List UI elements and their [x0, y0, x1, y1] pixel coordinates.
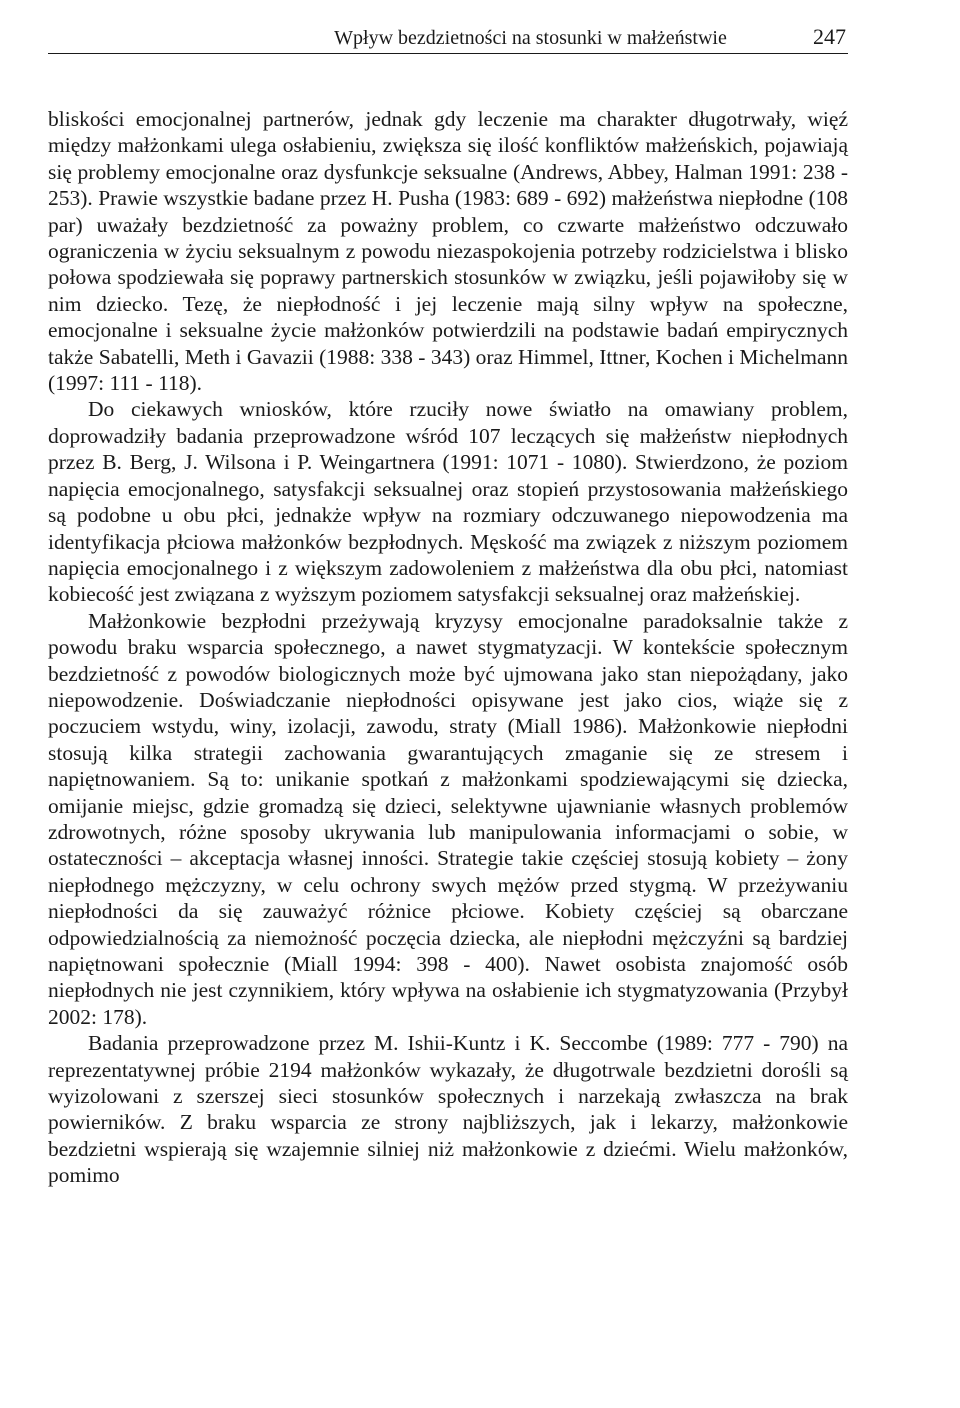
page-number: 247 [813, 24, 846, 49]
paragraph-continued: bliskości emocjonalnej partnerów, jednak gdy leczenie ma charakter długotrwały, więź między małżonkami ulega osłabieniu, zwiększa się ilość konfliktów małżeńskich, pojawiają się problemy emocjonalne oraz dysfunkcje seksualne (Andrews, Abbey, Halman 1991: 238 - 253). Prawie wszystkie badane przez H. Pusha (1983: 689 - 692) małżeństwa niepłodne (108 par) uważały bezdzietność za poważny problem, co czwarte małżeństwo odczuwało ograniczenia w życiu seksualnym z powodu niezaspokojenia potrzeby rodzicielstwa i blisko połowa spodziewała się poprawy partnerskich stosunków w związku, jeśli pojawiłoby się w nim dziecko. Tezę, że niepłodność i jej leczenie mają silny wpływ na społeczne, emocjonalne i seksualne życie małżonków potwierdzili na podstawie badań empirycznych także Sabatelli, Meth i Gavazii (1988: 338 - 343) oraz Himmel, Ittner, Kochen i Michelmann (1997: 111 - 118). [48, 107, 848, 396]
running-head [48, 22, 848, 54]
paragraph: Badania przeprowadzone przez M. Ishii-Kuntz i K. Seccombe (1989: 777 - 790) na reprezentatywnej próbie 2194 małżonków wykazały, że długotrwale bezdzietni dorośli są wyizolowani z szerszej sieci stosunków społecznych i narzekają zwłaszcza na brak powierników. Z braku wsparcia ze strony najbliższych, jak i lekarzy, małżonkowie bezdzietni wspierają się wzajemnie silniej niż małżonkowie z dziećmi. Wielu małżonków, pomimo [48, 1031, 848, 1188]
body-text [48, 106, 848, 1189]
paragraph: Małżonkowie bezpłodni przeżywają kryzysy emocjonalne paradoksalnie także z powodu braku wsparcia społecznego, a nawet stygmatyzacji. W kontekście społecznym bezdzietność z powodów biologicznych może być ujmowana jako stan niepożądany, jako niepowodzenie. Doświadczanie niepłodności opisywane jest jako cios, wiąże się z poczuciem wstydu, winy, izolacji, zawodu, straty (Miall 1986). Małżonkowie niepłodni stosują kilka strategii zachowania gwarantujących zmaganie się ze stresem i napiętnowaniem. Są to: unikanie spotkań z małżonkami spodziewającymi się dziecka, omijanie miejsc, gdzie gromadzą się dzieci, selektywne ujawnianie własnych problemów zdrowotnych, różne sposoby ukrywania lub manipulowania informacjami o sobie, w ostateczności – akceptacja własnej inności. Strategie takie częściej stosują kobiety – żony niepłodnego mężczyzny, w celu ochrony swych mężów przed stygmą. W przeżywaniu niepłodności da się zauważyć różnice płciowe. Kobiety częściej są obarczane odpowiedzialnością za niemożność poczęcia dziecka, ale niepłodni mężczyźni są bardziej napiętnowani społecznie (Miall 1994: 398 - 400). Nawet osobista znajomość osób niepłodnych nie jest czynnikiem, który wpływa na osłabienie ich stygmatyzowania (Przybył 2002: 178). [48, 608, 848, 1029]
running-head-title: Wpływ bezdzietności na stosunki w małżeństwie [334, 27, 727, 49]
book-page [48, 22, 848, 1189]
paragraph: Do ciekawych wniosków, które rzuciły nowe światło na omawiany problem, doprowadziły badania przeprowadzone wśród 107 leczących się małżeństw niepłodnych przez B. Berg, J. Wilsona i P. Weingartnera (1991: 1071 - 1080). Stwierdzono, że poziom napięcia emocjonalnego, satysfakcji seksualnej oraz stopień przystosowania małżeńskiego są podobne u obu płci, jednakże wpływ na rozmiary odczuwanego niepowodzenia ma identyfikacja płciowa małżonków bezpłodnych. Męskość ma związek z niższym poziomem napięcia emocjonalnego i z większym zadowoleniem z małżeństwa dla obu płci, natomiast kobiecość jest związana z wyższym poziomem satysfakcji seksualnej oraz małżeńskiej. [48, 397, 848, 607]
